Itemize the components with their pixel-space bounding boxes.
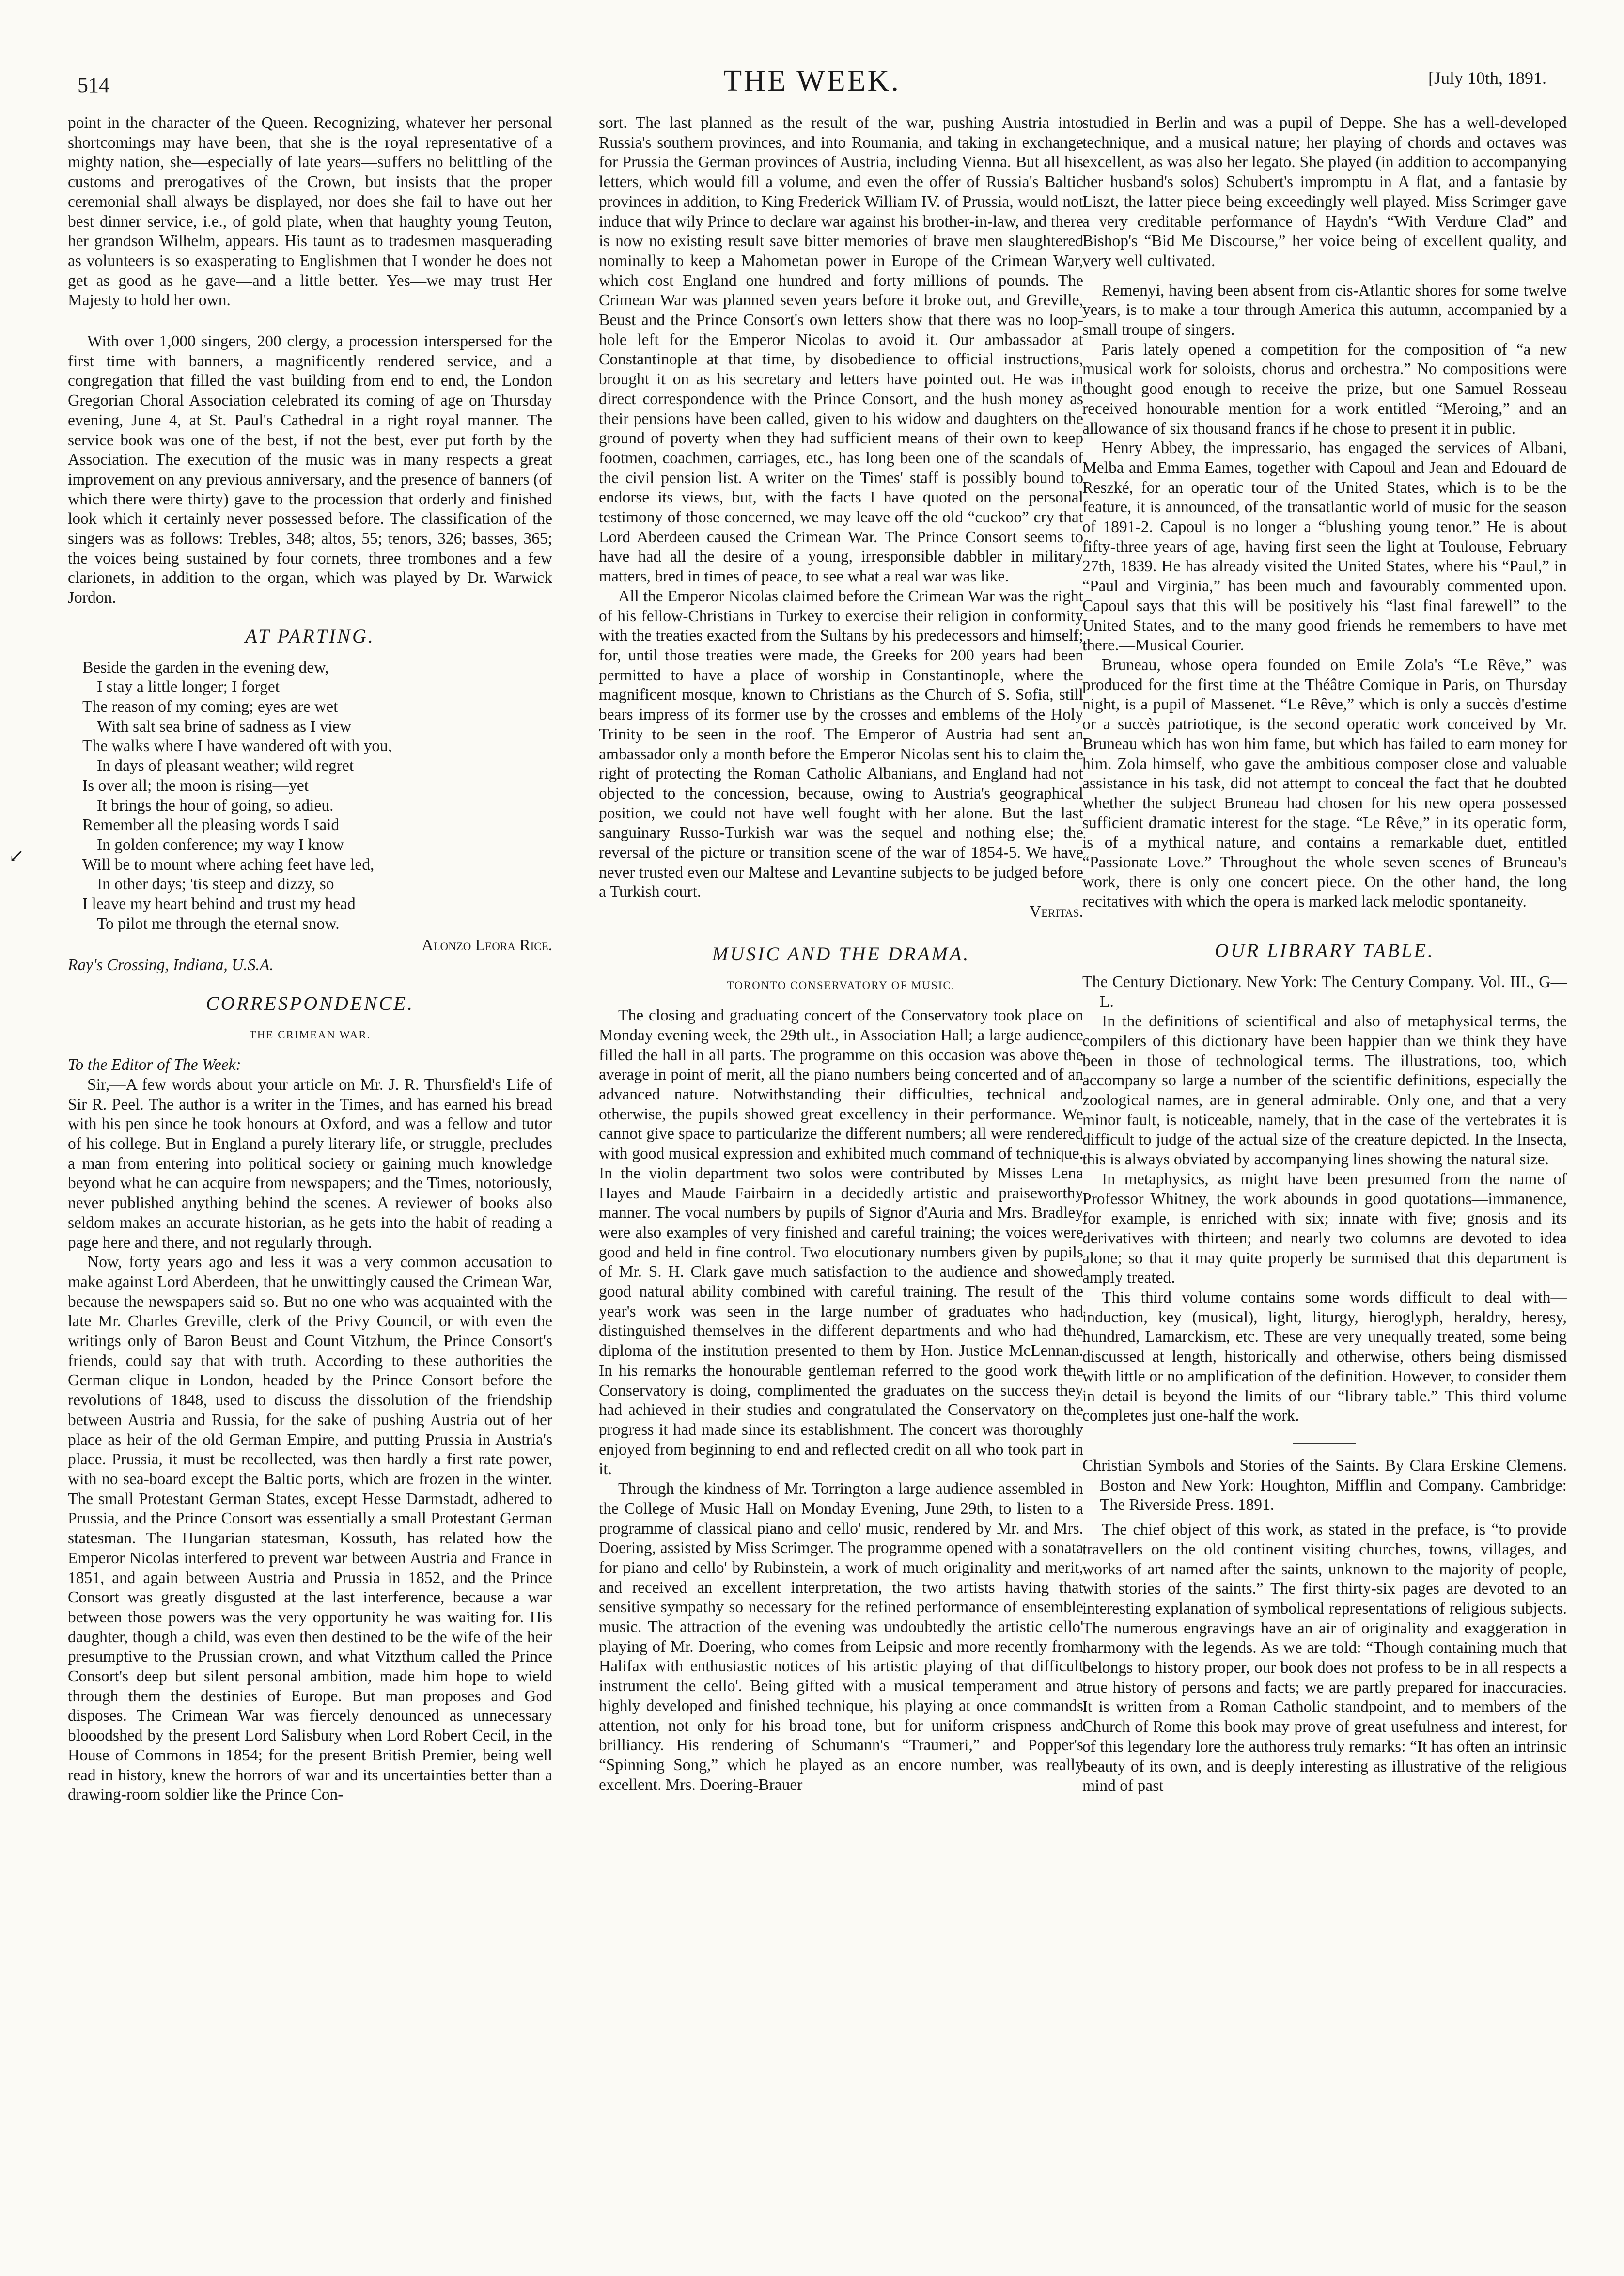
music-subtitle: TORONTO CONSERVATORY OF MUSIC. bbox=[727, 979, 955, 991]
poem-author: Alonzo Leora Rice. bbox=[422, 936, 552, 955]
poem-line: Is over all; the moon is rising—yet bbox=[82, 776, 309, 795]
signature-text: Veritas. bbox=[1029, 903, 1083, 921]
masthead: THE WEEK. bbox=[723, 64, 901, 97]
letter-paragraph: sort. The last planned as the result of the war, pushing Austria into Russia's southern provinces, and into Roumania, and taking in exchange for Prussia the German provinces of Austria, including Vienna. But all his letters, which would fill a volume, and even the offer of Russia's Baltic provinces in addition, to King Frederick William IV. of Prussia, would not induce that wily Prince to declare war against his brother-in-law, and there is now no existing result save bitter memories of brave men slaughtered nominally to keep a Mahometan power in Europe of the Crimean War, which cost England one hundred and forty millions of pounds. The Crimean War was planned seven years before it broke out, and Greville, Beust and the Prince Consort's own letters show that there was no loop-hole left for the Emperor Nicolas to avoid it. Our ambassador at Constantinople at that time, by disobedience to official instructions, brought it on as his secretary and letters have pointed out. He was in direct correspondence with the Prince Consort, and the hush money as their pensions have been called, given to his widow and daughters on the ground of poverty when they had sufficient means of their own to keep footmen, coachmen, carriages, etc., has long been one of the scandals of the civil pension list. A writer on the Times' staff is possibly bound to endorse its views, but, with the facts I have quoted on the personal testimony of those concerned, we may leave off the old “cuckoo” cry that Lord Aberdeen caused the Crimean War. The Prince Consort seems to have had all the desire of a young, irresponsible dabbler in military matters, bred in times of peace, to see what a real war was like. bbox=[599, 114, 1083, 586]
queen-paragraph: point in the character of the Queen. Recognizing, whatever her personal shortcomings may have been, that she is the royal representative of a mighty nation, she—especially of late years—suffers no belittling of the customs and prerogatives of the Crown, but insists that the proper ceremonial shall always be displayed, nor does she fail to have out her best dinner service, i.e., of gold plate, when that haughty young Teuton, her grandson Wilhelm, appears. His taunt as to tradesmen masquerading as volunteers is so exasperating to Englishmen that I wonder he does not get as good as he gave—and a little better. Yes—we may trust Her Majesty to hold her own. bbox=[68, 114, 552, 310]
poem-line: I stay a little longer; I forget bbox=[97, 678, 280, 696]
poem-line: In other days; 'tis steep and dizzy, so bbox=[97, 875, 334, 894]
column-middle bbox=[599, 113, 1083, 2265]
music-paragraph: Through the kindness of Mr. Torrington a large audience assembled in the College of Music Hall on Monday Evening, June 29th, to listen to a programme of classical piano and cello' music, rendered by Mr. and Mrs. Doering, assisted by Miss Scrimger. The programme opened with a sonata for piano and cello' by Rubinstein, a work of much originality and merit, and received an excellent interpretation, the two artists having that sensitive sympathy so necessary for the refined performance of ensemble music. The attraction of the evening was undoubtedly the artistic cello' playing of Mr. Doering, who comes from Leipsic and more recently from Halifax with enthusiastic notices of his artistic playing of that difficult instrument the cello'. Being gifted with a musical temperament and a highly developed and finished technique, his playing at once commands attention, not only for his broad tone, but for uniform crispness and brilliancy. His rendering of Schumann's “Traumeri,” and Popper's “Spinning Song,” which he played as an encore number, was really excellent. Mrs. Doering-Brauer bbox=[599, 1480, 1083, 1794]
poem-line: Beside the garden in the evening dew, bbox=[82, 658, 329, 676]
poem-title: AT PARTING. bbox=[245, 625, 375, 647]
margin-mark: ↙ bbox=[9, 846, 24, 866]
poem-line: The reason of my coming; eyes are wet bbox=[82, 697, 338, 716]
music-title: MUSIC AND THE DRAMA. bbox=[712, 942, 970, 965]
poem-line: To pilot me through the eternal snow. bbox=[97, 914, 340, 933]
book-heading: Christian Symbols and Stories of the Saints. By Clara Erskine Clemens. Boston and New York: Houghton, Mifflin and Company. Cambridge: The Riverside Press. 1891. bbox=[1082, 1457, 1567, 1514]
book-heading: The Century Dictionary. New York: The Century Company. Vol. III., G—L. bbox=[1082, 973, 1567, 1011]
section-divider bbox=[1293, 1443, 1356, 1444]
poem-line: Remember all the pleasing words I said bbox=[82, 816, 340, 834]
page-header bbox=[0, 0, 1624, 111]
poem-line: Will be to mount where aching feet have led, bbox=[82, 855, 375, 874]
issue-date: [July 10th, 1891. bbox=[1428, 68, 1546, 88]
library-title: OUR LIBRARY TABLE. bbox=[1215, 940, 1435, 962]
letter-signature bbox=[599, 902, 1083, 922]
correspondence-title: CORRESPONDENCE. bbox=[206, 992, 414, 1014]
correspondence-subtitle: THE CRIMEAN WAR. bbox=[249, 1028, 371, 1041]
music-paragraph: studied in Berlin and was a pupil of Deppe. She has a well-developed technique, and a musical nature; her playing of chords and octaves was excellent, as was also her legato. She played (in addition to accompanying her husband's solos) Schubert's impromptu in A flat, and a fantasie by Liszt, the latter piece being exceedingly well played. Miss Scrimger gave a very creditable performance of Haydn's “With Verdure Clad” and Bishop's “Bid Me Discourse,” her voice being of excellent quality, and very well cultivated. bbox=[1082, 114, 1567, 270]
poem-line: I leave my heart behind and trust my head bbox=[82, 895, 356, 913]
review-paragraph: In the definitions of scientifical and also of metaphysical terms, the compilers of this dictionary have been happier than we think they have been in those of technological terms. The illustrations, too, which accompany so large a number of the scientific definitions, especially the zoological names, are in general admirable. Only one, and that a very minor fault, is noticeable, namely, that in the case of the vertebrates it is difficult to judge of the actual size of the creature depicted. In the Insecta, this is always obviated by accompanying lines showing the natural size. bbox=[1082, 1012, 1567, 1169]
poem-line: In golden conference; my way I know bbox=[97, 835, 344, 854]
poem bbox=[68, 658, 552, 934]
music-note: Remenyi, having been absent from cis-Atlantic shores for some twelve years, is to make a tour through America this autumn, accompanied by a small troupe of singers. bbox=[1082, 281, 1567, 339]
music-note: Paris lately opened a competition for the composition of “a new musical work for soloists, chorus and orchestra.” No compositions were thought good enough to receive the prize, but one Samuel Rosseau received honourable mention for a work entitled “Meroing,” and an allowance of six thousand francs if he chose to present it in public. bbox=[1082, 340, 1567, 438]
review-paragraph: The chief object of this work, as stated in the preface, is “to provide travellers on the old continent visiting churches, towns, villages, and works of art named after the saints, unknown to the majority of people, with stories of the saints.” The first thirty-six pages are devoted to an interesting explanation of symbolical representations of religious subjects. The numerous engravings have an air of originality and exaggeration in harmony with the legends. As we are told: “Though containing much that belongs to history proper, our book does not profess to be in all respects a true history of persons and facts; we are partly prepared for inaccuracies. It is written from a Roman Catholic standpoint, and to members of the Church of Rome this book may prove of great usefulness and interest, for of this legendary lore the authoress truly remarks: “It has often an intrinsic beauty of its own, and is deeply interesting as illustrative of the religious mind of past bbox=[1082, 1521, 1567, 1795]
poem-line: It brings the hour of going, so adieu. bbox=[97, 796, 334, 815]
letter-salutation: To the Editor of The Week: bbox=[68, 1056, 241, 1074]
poem-line: With salt sea brine of sadness as I view bbox=[97, 717, 352, 736]
music-note: Bruneau, whose opera founded on Emile Zola's “Le Rêve,” was produced for the first time at the Théâtre Comique in Paris, on Thursday night, is a pupil of Massenet. “Le Rêve,” which is only a succès d'estime or a succès patriotique, is the second operatic work conceived by Mr. Bruneau which has won him fame, but which has failed to earn money for him. Zola himself, who gave the ambitious composer close and valuable assistance in his task, did not attempt to conceal the fact that he doubted whether the subject Bruneau had chosen for his new opera possessed sufficient dramatic interest for the stage. “Le Rêve,” in its operatic form, is of a mythical nature, and contains a remarkable duet, entitled “Passionate Love.” Throughout the whole seven scenes of Bruneau's work, there is only one concert piece. On the other hand, the long recitatives with which the opera is marked lack melodic spontaneity. bbox=[1082, 656, 1567, 911]
page-number: 514 bbox=[78, 73, 109, 97]
poem-line: The walks where I have wandered oft with you, bbox=[82, 737, 392, 755]
letter-paragraph: All the Emperor Nicolas claimed before the Crimean War was the right of his fellow-Christians in Turkey to exercise their religion in conformity with the treaties exacted from the Sultans by his predecessors and himself; for, until those treaties were made, the Greeks for 200 years had been permitted to have a place of worship in Constantinople, where the magnificent mosque, known to Christians as the Church of S. Sofia, still bears impress of its former use by the crosses and emblems of the Holy Trinity to be seen in the roof. The Emperor of Austria had sent an ambassador only a month before the Emperor Nicolas sent his to claim the right of protecting the Roman Catholic Albanians, and England had not objected to the concession, because, owing to Austria's geographical position, we could not have well fought with her alone. But the last sanguinary Russo-Turkish war was the sequel and nothing else; the reversal of the picture or transition scene of the war of 1854-5. We have never trusted even our Maltese and Levantine subjects to be judged before a Turkish court. bbox=[599, 587, 1083, 901]
choral-paragraph: With over 1,000 singers, 200 clergy, a procession interspersed for the first time with banners, a magnificently rendered service, and a congregation that filled the vast building from end to end, the London Gregorian Choral Association celebrated its coming of age on Thursday evening, June 4, at St. Paul's Cathedral in a right royal manner. The service book was one of the best, if not the best, ever put forth by the Association. The execution of the music was in many respects a great improvement on any previous anniversary, and the presence of banners (of which there were thirty) gave to the procession that orderly and finished look which it certainly never possessed before. The classification of the singers was as follows: Trebles, 348; altos, 55; tenors, 326; basses, 365; the voices being sustained by four cornets, three trombones and a few clarionets, in addition to the organ, which was played by Dr. Warwick Jordon. bbox=[68, 332, 552, 607]
music-paragraph: The closing and graduating concert of the Conservatory took place on Monday evening week, the 29th ult., in Association Hall; a large audience filled the hall in all parts. The programme on this occasion was above the average in point of merit, all the piano numbers being concerted and of an advanced nature. Notwithstanding their difficulties, technical and otherwise, the pupils showed great excellency in their performance. We cannot give space to particularize the different numbers; all were rendered with good musical expression and exhibited much command of technique. In the violin department two solos were contributed by Misses Lena Hayes and Maude Fairbairn in a decidedly artistic and praiseworthy manner. The vocal numbers by pupils of Signor d'Auria and Mrs. Bradley were also examples of very finished and careful training; the voices were good and held in fine control. Two elocutionary numbers given by pupils of Mr. S. H. Clark gave much satisfaction to the audience and showed good natural ability combined with careful training. The result of the year's work was seen in the large number of graduates who had distinguished themselves in the different departments and who had the diploma of the institution presented to them by Hon. Justice McLennan. In his remarks the honourable gentleman referred to the good work the Conservatory is doing, complimented the graduates on the success they had achieved in their studies and congratulated the Conservatory on the progress it had made since its establishment. The concert was thoroughly enjoyed from beginning to end and reflected credit on all who took part in it. bbox=[599, 1006, 1083, 1478]
letter-paragraph: Sir,—A few words about your article on Mr. J. R. Thursfield's Life of Sir R. Peel. The author is a writer in the Times, and has earned his bread with his pen since he took honours at Oxford, and was a fellow and tutor of his college. But in England a purely literary life, or struggle, precludes a man from entering into political society or gaining much knowledge beyond what he can acquire from newspapers; and the Times, notoriously, never published anything behind the scenes. A reviewer of books also seldom makes an accurate historian, as he gets into the habit of reading a page here and there, and not regularly through. bbox=[68, 1075, 552, 1252]
review-paragraph: This third volume contains some words difficult to deal with—induction, key (musical), light, liturgy, hieroglyph, heraldry, heresy, hundred, Lamarckism, etc. These are very unequally treated, some being discussed at length, historically and otherwise, others being dismissed with little or no amplification of the definition. However, to consider them in detail is beyond the limits of our “library table.” This third volume completes just one-half the work. bbox=[1082, 1288, 1567, 1425]
column-right bbox=[1082, 113, 1567, 2265]
letter-paragraph: Now, forty years ago and less it was a very common accusation to make against Lord Aberdeen, that he unwittingly caused the Crimean War, because the newspapers said so. But no one who was acquainted with the late Mr. Charles Greville, clerk of the Privy Council, or with even the writings only of Baron Beust and Count Vitzhum, the Prince Consort's friends, could say that with truth. According to these authorities the German clique in London, headed by the Prince Consort before the revolutions of 1848, used to discuss the dissolution of the friendship between Austria and Russia, for the sake of pushing Austria out of her place as heir of the old German Empire, and putting Prussia in Austria's place. Prussia, it must be recollected, was then hardly a first rate power, with no sea-board except the Baltic ports, which are frozen in the winter. The small Protestant German States, except Hesse Darmstadt, adhered to Prussia, and the Prince Consort was essentially a small Protestant German statesman. The Hungarian statesman, Kossuth, has related how the Emperor Nicolas interfered to prevent war between Austria and France in 1851, and again between Austria and Prussia in 1852, and the Prince Consort was greatly disgusted at the last interference, because a war between those powers was the very opportunity he was waiting for. His daughter, though a child, was even then destined to be the wife of the heir presumptive to the Prussian crown, and what Vitzthum called the Prince Consort's deep but silent personal ambition, made him hope to wield through them the destinies of Europe. But man proposes and God disposes. The Crimean War was fiercely denounced as unnecessary blooodshed by the present Lord Salisbury when Lord Robert Cecil, in the House of Commons in 1854; for the present British Premier, being well read in history, knew the horrors of war and its uncertainties better than a drawing-room soldier like the Prince Con- bbox=[68, 1253, 552, 1804]
review-paragraph: In metaphysics, as might have been presumed from the name of Professor Whitney, the work abounds in good quotations—immanence, for example, is enriched with six; innate with five; gnosis and its derivatives with thirteen; and nearly two columns are devoted to idea alone; so that it may quite properly be surmised that this department is amply treated. bbox=[1082, 1170, 1567, 1287]
music-note: Henry Abbey, the impressario, has engaged the services of Albani, Melba and Emma Eames, together with Capoul and Jean and Edouard de Reszké, for an operatic tour of the United States, which is to be the feature, it is announced, of the transatlantic world of music for the season of 1891-2. Capoul is no longer a “blushing young tenor.” He is about fifty-three years of age, having first seen the light at Toulouse, February 27th, 1839. He has already visited the United States, where his “Paul,” in “Paul and Virginia,” has been much and favourably commented upon. Capoul says that this will be positively his “last final farewell” to the United States, and to the many good friends he remembers to have met there.—Musical Courier. bbox=[1082, 439, 1567, 655]
poem-line: In days of pleasant weather; wild regret bbox=[97, 757, 354, 775]
poem-place: Ray's Crossing, Indiana, U.S.A. bbox=[68, 956, 274, 974]
column-left bbox=[68, 113, 552, 2265]
